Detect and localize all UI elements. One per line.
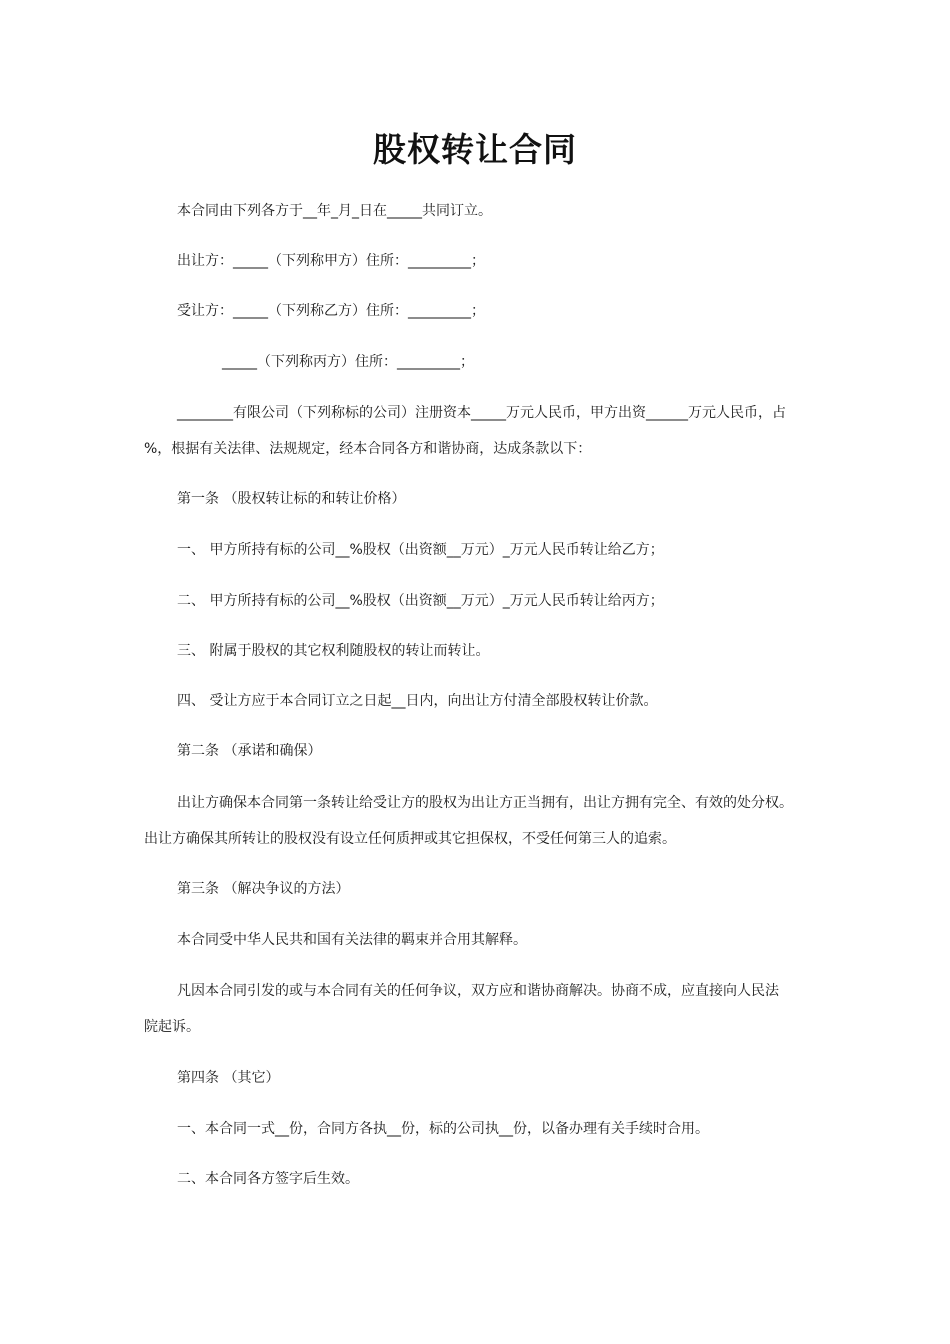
document-title: 股权转让合同 <box>373 130 577 169</box>
article-1-clause-1: 一、 甲方所持有标的公司__%股权（出资额__万元）_万元人民币转让给乙方； <box>177 542 664 558</box>
article-2-text-line-2: 出让方确保其所转让的股权没有设立任何质押或其它担保权，不受任何第三人的追索。 <box>144 831 676 847</box>
article-3-heading: 第三条 （解决争议的方法） <box>177 881 350 897</box>
article-3-text-2-line-1: 凡因本合同引发的或与本合同有关的任何争议，双方应和谐协商解决。协商不成，应直接向人民法 <box>177 983 779 999</box>
article-3-text-2-line-2: 院起诉。 <box>144 1019 200 1035</box>
company-info-line-1: ________有限公司（下列称标的公司）注册资本_____万元人民币，甲方出资______万元人民币，占 <box>177 405 786 421</box>
article-1-clause-2: 二、 甲方所持有标的公司__%股权（出资额__万元）_万元人民币转让给丙方； <box>177 593 664 609</box>
article-1-heading: 第一条 （股权转让标的和转让价格） <box>177 491 406 507</box>
party-b-line: 受让方：_____（下列称乙方）住所：_________； <box>177 303 485 319</box>
party-c-line: _____（下列称丙方）住所：_________； <box>222 354 474 370</box>
party-a-line: 出让方：_____（下列称甲方）住所：_________； <box>177 253 485 269</box>
article-1-clause-4: 四、 受让方应于本合同订立之日起__日内，向出让方付清全部股权转让价款。 <box>177 693 658 709</box>
contract-preamble: 本合同由下列各方于__年_月_日在_____共同订立。 <box>177 203 492 219</box>
article-2-text-line-1: 出让方确保本合同第一条转让给受让方的股权为出让方正当拥有，出让方拥有完全、有效的处分权。 <box>177 795 793 811</box>
article-2-heading: 第二条 （承诺和确保） <box>177 743 322 759</box>
company-info-line-2: %，根据有关法律、法规规定，经本合同各方和谐协商，达成条款以下： <box>144 441 592 457</box>
article-4-clause-1: 一、本合同一式__份，合同方各执__份，标的公司执__份，以备办理有关手续时合用。 <box>177 1121 709 1137</box>
article-1-clause-3: 三、 附属于股权的其它权利随股权的转让而转让。 <box>177 643 490 659</box>
article-3-text-1: 本合同受中华人民共和国有关法律的羁束并合用其解释。 <box>177 932 527 948</box>
article-4-heading: 第四条 （其它） <box>177 1070 280 1086</box>
article-4-clause-2: 二、本合同各方签字后生效。 <box>177 1171 359 1187</box>
